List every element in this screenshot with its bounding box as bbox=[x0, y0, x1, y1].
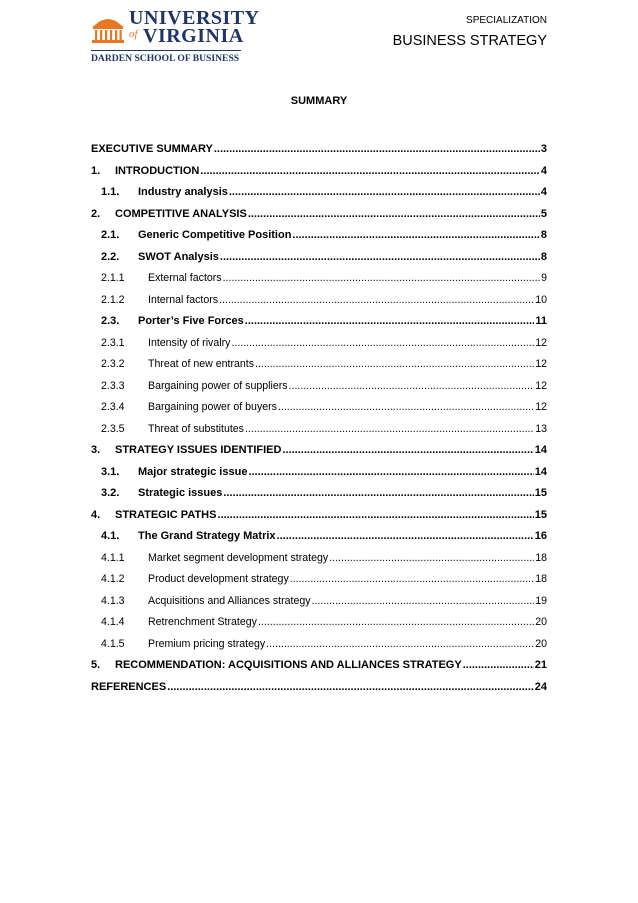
toc-entry[interactable] bbox=[91, 572, 547, 586]
toc-entry-title: Premium pricing strategy bbox=[148, 637, 266, 650]
toc-page-number: 12 bbox=[535, 379, 547, 392]
toc-dot-leader bbox=[200, 164, 540, 178]
toc-dot-leader bbox=[248, 465, 533, 479]
toc-entry-title: External factors bbox=[148, 272, 222, 284]
logo-virginia-text: VIRGINIA bbox=[143, 25, 244, 47]
toc-page-number: 14 bbox=[534, 444, 547, 456]
university-logo bbox=[91, 6, 260, 68]
toc-entry[interactable] bbox=[91, 615, 547, 629]
toc-page-number: 19 bbox=[535, 594, 547, 607]
toc-entry-title: Strategic issues bbox=[138, 487, 223, 499]
toc-entry-number: 2. bbox=[91, 207, 101, 220]
toc-page-number: 3 bbox=[540, 143, 547, 155]
toc-entry-title: Porter’s Five Forces bbox=[138, 315, 244, 327]
toc-entry-title: Internal factors bbox=[148, 293, 219, 306]
toc-entry-number: 2.1.1 bbox=[101, 272, 125, 284]
toc-page-number: 16 bbox=[534, 530, 547, 542]
toc-entry[interactable] bbox=[91, 637, 547, 651]
toc-entry[interactable] bbox=[91, 357, 547, 371]
toc-dot-leader bbox=[329, 551, 534, 565]
toc-page-number: 15 bbox=[534, 487, 547, 499]
toc-page-number: 12 bbox=[535, 358, 547, 370]
toc-entry-number: 4.1.5 bbox=[101, 637, 125, 650]
toc-dot-leader bbox=[167, 680, 534, 694]
toc-dot-leader bbox=[282, 443, 533, 457]
toc-entry-title: Product development strategy bbox=[148, 573, 289, 585]
toc-dot-leader bbox=[292, 228, 539, 242]
toc-entry[interactable] bbox=[91, 336, 547, 350]
toc-entry[interactable] bbox=[91, 207, 547, 221]
toc-entry-title: INTRODUCTION bbox=[115, 164, 200, 177]
toc-entry[interactable] bbox=[91, 551, 547, 565]
toc-entry-title: STRATEGY ISSUES IDENTIFIED bbox=[115, 444, 282, 456]
toc-entry-title: STRATEGIC PATHS bbox=[115, 508, 217, 521]
summary-heading: SUMMARY bbox=[290, 95, 348, 107]
toc-entry-title: Major strategic issue bbox=[138, 465, 248, 478]
toc-dot-leader bbox=[223, 486, 533, 500]
toc-page-number: 8 bbox=[540, 229, 547, 241]
specialization-label: SPECIALIZATION bbox=[466, 15, 547, 26]
toc-dot-leader bbox=[289, 379, 535, 393]
toc-dot-leader bbox=[463, 658, 534, 672]
toc-page-number: 8 bbox=[540, 250, 547, 263]
toc-entry-title: Intensity of rivalry bbox=[148, 336, 231, 349]
toc-dot-leader bbox=[219, 293, 534, 307]
toc-page-number: 12 bbox=[535, 401, 547, 413]
toc-entry-title: EXECUTIVE SUMMARY bbox=[91, 143, 213, 155]
toc-dot-leader bbox=[258, 615, 534, 629]
toc-dot-leader bbox=[312, 594, 535, 608]
toc-page-number: 18 bbox=[535, 551, 547, 564]
toc-entry-number: 2.1.2 bbox=[101, 293, 125, 306]
toc-page-number: 18 bbox=[535, 573, 547, 585]
toc-entry[interactable] bbox=[91, 465, 547, 479]
toc-entry-title: Threat of new entrants bbox=[148, 358, 254, 370]
toc-entry-number: 3.1. bbox=[101, 465, 120, 478]
toc-dot-leader bbox=[217, 508, 533, 522]
toc-entry[interactable] bbox=[91, 594, 547, 608]
toc-entry-title: RECOMMENDATION: ACQUISITIONS AND ALLIANCES STRATEGY bbox=[115, 659, 462, 671]
toc-entry-number: 4.1.2 bbox=[101, 573, 125, 585]
toc-entry-title: Bargaining power of buyers bbox=[148, 401, 277, 413]
toc-entry-number: 1.1. bbox=[101, 186, 120, 198]
toc-entry[interactable] bbox=[91, 228, 547, 242]
toc-entry-number: 2.3.4 bbox=[101, 401, 125, 413]
course-title: BUSINESS STRATEGY bbox=[392, 33, 547, 49]
toc-dot-leader bbox=[214, 142, 540, 156]
logo-school-text: DARDEN SCHOOL OF BUSINESS bbox=[91, 53, 240, 64]
toc-entry[interactable] bbox=[91, 164, 547, 178]
toc-page-number: 12 bbox=[535, 336, 547, 349]
toc-entry-number: 2.3. bbox=[101, 315, 120, 327]
toc-dot-leader bbox=[245, 422, 534, 436]
toc-entry[interactable] bbox=[91, 142, 547, 156]
toc-entry[interactable] bbox=[91, 250, 547, 264]
toc-entry-number: 4. bbox=[91, 508, 101, 521]
toc-page-number: 21 bbox=[534, 659, 547, 671]
toc-entry[interactable] bbox=[91, 422, 547, 436]
toc-dot-leader bbox=[255, 357, 534, 371]
toc-entry[interactable] bbox=[91, 486, 547, 500]
toc-page-number: 9 bbox=[541, 272, 547, 284]
toc-entry-number: 2.3.5 bbox=[101, 422, 125, 435]
toc-entry-title: Bargaining power of suppliers bbox=[148, 379, 288, 392]
toc-dot-leader bbox=[266, 637, 534, 651]
toc-page-number: 24 bbox=[534, 680, 547, 693]
toc-entry-title: The Grand Strategy Matrix bbox=[138, 530, 276, 542]
toc-entry-number: 2.1. bbox=[101, 229, 120, 241]
toc-entry[interactable] bbox=[91, 680, 547, 694]
toc-entry-number: 4.1. bbox=[101, 530, 120, 542]
toc-entry-title: Market segment development strategy bbox=[148, 551, 329, 564]
toc-entry-number: 4.1.4 bbox=[101, 616, 125, 628]
toc-page-number: 15 bbox=[534, 508, 547, 521]
toc-dot-leader bbox=[231, 336, 534, 350]
toc-entry-title: REFERENCES bbox=[91, 680, 167, 693]
toc-entry[interactable] bbox=[91, 271, 547, 285]
toc-entry[interactable] bbox=[91, 443, 547, 457]
toc-entry[interactable] bbox=[91, 529, 547, 543]
toc-dot-leader bbox=[223, 271, 540, 285]
toc-dot-leader bbox=[290, 572, 534, 586]
toc-entry-number: 1. bbox=[91, 164, 101, 177]
toc-entry-number: 4.1.3 bbox=[101, 594, 125, 607]
toc-page-number: 4 bbox=[540, 186, 547, 198]
toc-entry-title: Threat of substitutes bbox=[148, 422, 244, 435]
rotunda-icon bbox=[91, 10, 125, 44]
toc-entry-title: SWOT Analysis bbox=[138, 250, 219, 263]
toc-dot-leader bbox=[278, 400, 534, 414]
toc-page-number: 13 bbox=[535, 422, 547, 435]
toc-entry-title: Acquisitions and Alliances strategy bbox=[148, 594, 311, 607]
toc-entry-title: Generic Competitive Position bbox=[138, 229, 292, 241]
toc-entry[interactable] bbox=[91, 379, 547, 393]
toc-dot-leader bbox=[277, 529, 534, 543]
toc-entry[interactable] bbox=[91, 400, 547, 414]
toc-entry-number: 2.2. bbox=[101, 250, 120, 263]
toc-entry-number: 5. bbox=[91, 659, 101, 671]
logo-of-text: of bbox=[129, 28, 138, 40]
toc-page-number: 4 bbox=[540, 164, 547, 177]
toc-dot-leader bbox=[229, 185, 540, 199]
toc-entry-number: 3. bbox=[91, 444, 101, 456]
toc-page-number: 10 bbox=[535, 293, 547, 306]
toc-entry-number: 2.3.2 bbox=[101, 358, 125, 370]
toc-entry-number: 4.1.1 bbox=[101, 551, 125, 564]
toc-page-number: 20 bbox=[535, 637, 547, 650]
toc-dot-leader bbox=[220, 250, 540, 264]
toc-entry-number: 3.2. bbox=[101, 487, 120, 499]
toc-page-number: 20 bbox=[535, 616, 547, 628]
toc-entry-number: 2.3.3 bbox=[101, 379, 125, 392]
toc-dot-leader bbox=[248, 207, 540, 221]
toc-entry[interactable] bbox=[91, 508, 547, 522]
logo-divider bbox=[91, 50, 241, 51]
toc-page-number: 5 bbox=[540, 207, 547, 220]
toc-entry[interactable] bbox=[91, 314, 547, 328]
toc-dot-leader bbox=[245, 314, 535, 328]
toc-entry[interactable] bbox=[91, 185, 547, 199]
toc-page-number: 14 bbox=[534, 465, 547, 478]
logo-university-text: UNIVERSITY bbox=[129, 7, 260, 29]
toc-entry-title: Industry analysis bbox=[138, 186, 228, 198]
toc-entry[interactable] bbox=[91, 293, 547, 307]
toc-entry-title: Retrenchment Strategy bbox=[148, 616, 257, 628]
toc-entry[interactable] bbox=[91, 658, 547, 672]
toc-entry-number: 2.3.1 bbox=[101, 336, 125, 349]
toc-page-number: 11 bbox=[535, 315, 547, 327]
toc-entry-title: COMPETITIVE ANALYSIS bbox=[115, 207, 247, 220]
